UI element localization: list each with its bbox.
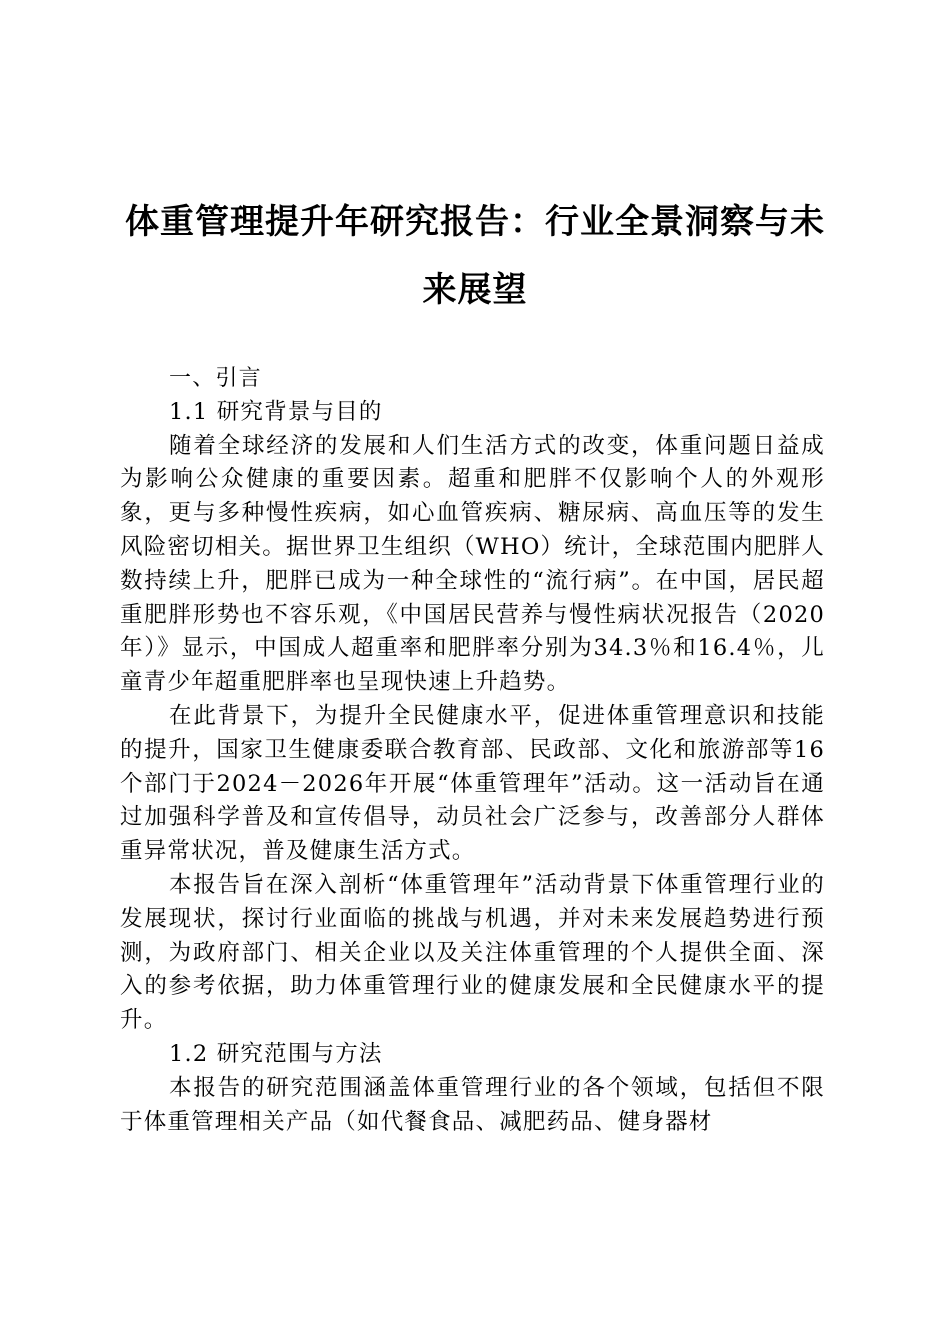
document-title: 体重管理提升年研究报告：行业全景洞察与未来展望 bbox=[125, 202, 825, 310]
paragraph-purpose: 本报告旨在深入剖析“体重管理年”活动背景下体重管理行业的发展现状，探讨行业面临的挑战与机遇，并对未来发展趋势进行预测，为政府部门、相关企业以及关注体重管理的个人提供全面、深入的参考依据，助力体重管理行业的健康发展和全民健康水平的提升。 bbox=[120, 871, 825, 1034]
paragraph-activity: 在此背景下，为提升全民健康水平，促进体重管理意识和技能的提升，国家卫生健康委联合教育部、民政部、文化和旅游部等16个部门于2024－2026年开展“体重管理年”活动。这一活动旨在通过加强科学普及和宣传倡导，动员社会广泛参与，改善部分人群体重异常状况，普及健康生活方式。 bbox=[120, 702, 825, 865]
paragraph-background: 随着全球经济的发展和人们生活方式的改变，体重问题日益成为影响公众健康的重要因素。超重和肥胖不仅影响个人的外观形象，更与多种慢性疾病，如心血管疾病、糖尿病、高血压等的发生风险密切相关。据世界卫生组织（WHO）统计，全球范围内肥胖人数持续上升，肥胖已成为一种全球性的“流行病”。在中国，居民超重肥胖形势也不容乐观，《中国居民营养与慢性病状况报告（2020年）》显示，中国成人超重率和肥胖率分别为34.3％和16.4％，儿童青少年超重肥胖率也呈现快速上升趋势。 bbox=[120, 432, 825, 696]
subsection-heading-scope: 1.2 研究范围与方法 bbox=[169, 1040, 383, 1067]
section-heading-introduction: 一、引言 bbox=[169, 366, 262, 391]
document-body bbox=[120, 362, 825, 1139]
subsection-heading-background: 1.1 研究背景与目的 bbox=[169, 398, 383, 425]
paragraph-scope: 本报告的研究范围涵盖体重管理行业的各个领域，包括但不限于体重管理相关产品（如代餐食品、减肥药品、健身器材 bbox=[120, 1074, 825, 1135]
